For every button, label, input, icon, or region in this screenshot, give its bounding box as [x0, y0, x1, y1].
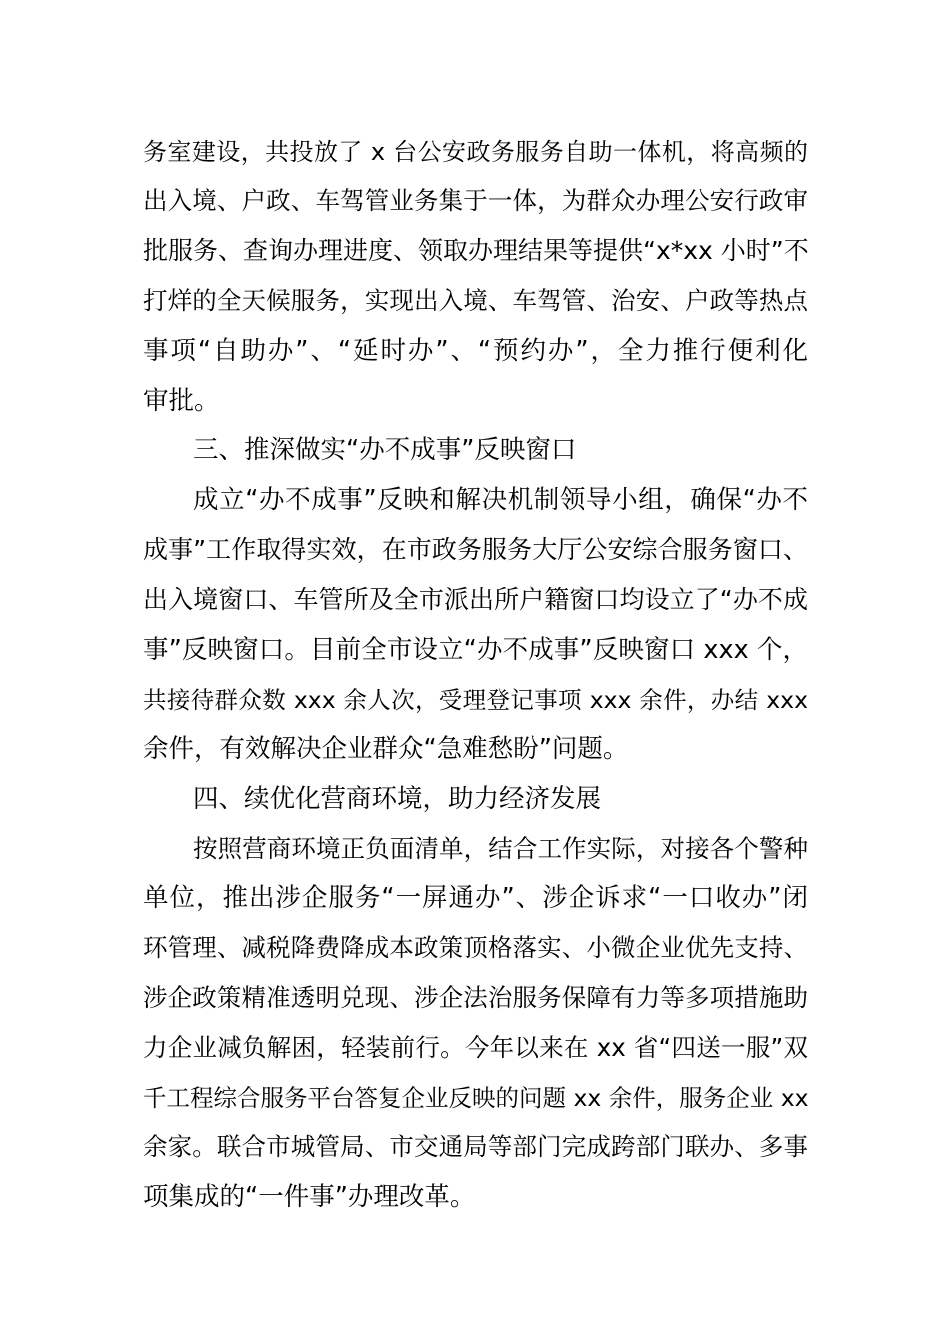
body-line: 出入境、户政、车驾管业务集于一体，为群众办理公安行政审	[143, 186, 808, 215]
body-line: 共接待群众数 xxx 余人次，受理登记事项 xxx 余件，办结 xxx	[143, 686, 808, 714]
body-line: 事”反映窗口。目前全市设立“办不成事”反映窗口 xxx 个，	[143, 635, 808, 665]
body-line: 涉企政策精准透明兑现、涉企法治服务保障有力等多项措施助	[143, 983, 808, 1012]
body-line: 按照营商环境正负面清单，结合工作实际，对接各个警种	[193, 834, 808, 863]
body-line: 环管理、减税降费降成本政策顶格落实、小微企业优先支持、	[143, 933, 808, 962]
body-line: 成立“办不成事”反映和解决机制领导小组，确保“办不	[193, 485, 808, 515]
body-line: 余家。联合市城管局、市交通局等部门完成跨部门联办、多事	[143, 1132, 808, 1161]
body-line: 批服务、查询办理进度、领取办理结果等提供“x*xx 小时”不	[143, 236, 809, 265]
body-line: 打烊的全天候服务，实现出入境、车驾管、治安、户政等热点	[143, 286, 808, 315]
body-line: 千工程综合服务平台答复企业反映的问题 xx 余件，服务企业 xx	[143, 1084, 809, 1112]
section-heading: 四、续优化营商环境，助力经济发展	[193, 784, 602, 814]
body-line: 项集成的“一件事”办理改革。	[143, 1182, 476, 1212]
section-heading: 三、推深做实“办不成事”反映窗口	[193, 435, 577, 465]
body-line: 力企业减负解困，轻装前行。今年以来在 xx 省“四送一服”双	[143, 1033, 808, 1062]
body-line: 务室建设，共投放了 x 台公安政务服务自助一体机，将高频的	[143, 138, 808, 166]
body-line: 审批。	[143, 386, 220, 416]
body-line: 出入境窗口、车管所及全市派出所户籍窗口均设立了“办不成	[143, 585, 808, 614]
body-line: 单位，推出涉企服务“一屏通办”、涉企诉求“一口收办”闭	[143, 883, 808, 913]
body-line: 余件，有效解决企业群众“急难愁盼”问题。	[143, 734, 629, 764]
body-line: 事项“自助办”、“延时办”、“预约办”，全力推行便利化	[143, 336, 808, 366]
body-line: 成事”工作取得实效，在市政务服务大厅公安综合服务窗口、	[143, 535, 808, 564]
